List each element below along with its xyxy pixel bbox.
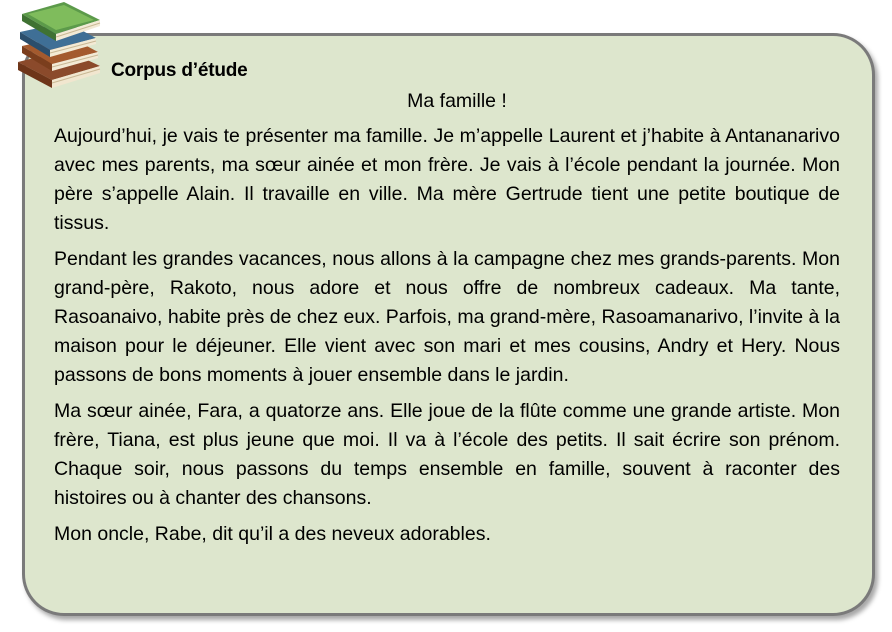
section-label: Corpus d’étude (111, 60, 248, 81)
paragraph: Ma sœur ainée, Fara, a quatorze ans. Elle joue de la flûte comme une grande artiste. Mon frère, Tiana, est plus jeune que moi. Il va à l’école des petits. Il sait écrire son prénom. Chaque soir, nous passons du temps ensemble en famille, souvent à raconter des histoires ou à chanter des chansons. (54, 400, 840, 509)
paragraph: Pendant les grandes vacances, nous allons à la campagne chez mes grands-parents. Mon grand-père, Rakoto, nous adore et nous offre de nombreux cadeaux. Ma tante, Rasoanaivo, habite près de chez eux. Parfois, ma grand-mère, Rasoamanarivo, l’invite à la maison pour le déjeuner. Elle vient avec son mari et mes cousins, Andry et Hery. Nous passons de bons moments à jouer ensemble dans le jardin. (54, 248, 840, 386)
books-stack-icon (8, 0, 108, 92)
document-body (54, 122, 840, 556)
paragraph: Aujourd’hui, je vais te présenter ma famille. Je m’appelle Laurent et j’habite à Antananarivo avec mes parents, ma sœur ainée et mon frère. Je vais à l’école pendant la journée. Mon père s’appelle Alain. Il travaille en ville. Ma mère Gertrude tient une petite boutique de tissus. (54, 125, 840, 234)
document-title: Ma famille ! (407, 90, 507, 112)
paragraph: Mon oncle, Rabe, dit qu’il a des neveux adorables. (54, 523, 491, 545)
